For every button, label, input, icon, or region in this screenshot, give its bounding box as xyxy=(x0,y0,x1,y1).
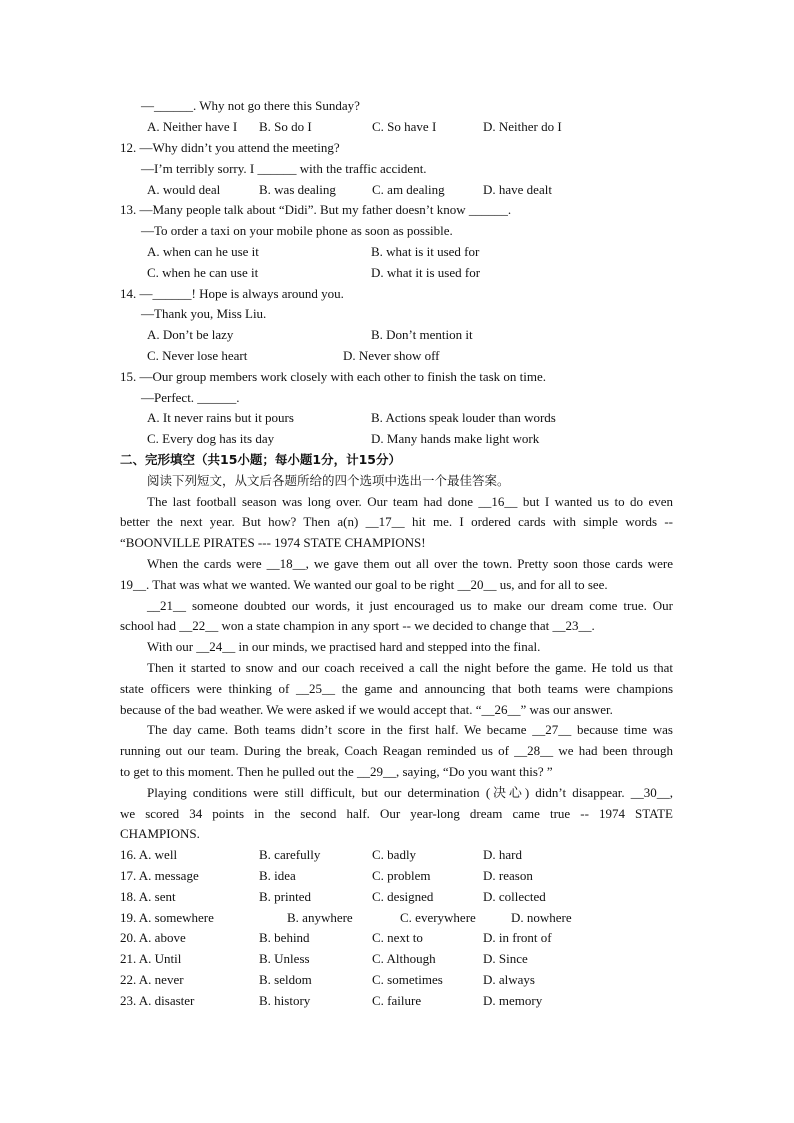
q15-option-c: C. Every dog has its day xyxy=(147,431,275,446)
q12-question: 12. —Why didn’t you attend the meeting? xyxy=(120,140,340,155)
q13-option-d: D. what it is used for xyxy=(371,265,481,280)
passage-line: The day came. Both teams didn’t score in the first half. We became __27__ because time was xyxy=(147,722,673,737)
q14-answer-line: —Thank you, Miss Liu. xyxy=(141,306,267,321)
q13-question: 13. —Many people talk about “Didi”. But my father doesn’t know ______. xyxy=(120,202,512,217)
q13-option-b: B. what is it used for xyxy=(371,244,480,259)
q15-option-a: A. It never rains but it pours xyxy=(147,410,294,425)
passage-line: Then it started to snow and our coach received a call the night before the game. He told us that xyxy=(147,660,673,675)
option-21-a: 21. A. Until xyxy=(120,951,182,966)
passage-line: school had __22__ won a state champion in any sport -- we decided to change that __23__. xyxy=(120,618,595,633)
passage-line: CHAMPIONS. xyxy=(120,826,200,841)
q12-option-c: C. am dealing xyxy=(372,182,445,197)
q11-option-d: D. Neither do I xyxy=(483,119,562,134)
option-23-c: C. failure xyxy=(372,993,422,1008)
passage-line: 19__. That was what we wanted. We wanted our goal to be right __20__ us, and for all to see. xyxy=(120,577,608,592)
option-16-c: C. badly xyxy=(372,847,417,862)
option-22-b: B. seldom xyxy=(259,972,312,987)
q13-option-c: C. when he can use it xyxy=(147,265,259,280)
q14-option-d: D. Never show off xyxy=(343,348,440,363)
option-17-d: D. reason xyxy=(483,868,533,883)
option-19-a: 19. A. somewhere xyxy=(120,910,214,925)
option-22-a: 22. A. never xyxy=(120,972,184,987)
option-18-d: D. collected xyxy=(483,889,546,904)
passage-line: because of the bad weather. We were asked if we would accept that. “__26__” was our answer. xyxy=(120,702,613,717)
q14-option-a: A. Don’t be lazy xyxy=(147,327,234,342)
option-20-b: B. behind xyxy=(259,930,310,945)
option-23-a: 23. A. disaster xyxy=(120,993,195,1008)
option-17-b: B. idea xyxy=(259,868,296,883)
option-16-b: B. carefully xyxy=(259,847,321,862)
q11-option-b: B. So do I xyxy=(259,119,312,134)
passage-line: Playing conditions were still difficult, but our determination (决心) didn’t disappear. __30__, xyxy=(147,785,673,800)
q13-option-a: A. when can he use it xyxy=(147,244,259,259)
option-22-c: C. sometimes xyxy=(372,972,443,987)
passage-line: __21__ someone doubted our words, it just encouraged us to make our dream come true. Our xyxy=(147,598,673,613)
option-19-b: B. anywhere xyxy=(287,910,353,925)
q15-answer-line: —Perfect. ______. xyxy=(141,390,240,405)
passage-line: to get to this moment. Then he pulled out the __29__, saying, “Do you want this? ” xyxy=(120,764,553,779)
passage-line: When the cards were __18__, we gave them out all over the town. Pretty soon those cards were xyxy=(147,556,673,571)
passage-line: “BOONVILLE PIRATES --- 1974 STATE CHAMPIONS! xyxy=(120,535,426,550)
q15-option-d: D. Many hands make light work xyxy=(371,431,540,446)
passage-line: With our __24__ in our minds, we practised hard and stepped into the final. xyxy=(147,639,541,654)
q15-question: 15. —Our group members work closely with each other to finish the task on time. xyxy=(120,369,547,384)
q11-answer-line: —______. Why not go there this Sunday? xyxy=(141,98,360,113)
q14-option-c: C. Never lose heart xyxy=(147,348,248,363)
option-19-c: C. everywhere xyxy=(400,910,476,925)
q11-option-a: A. Neither have I xyxy=(147,119,238,134)
option-20-c: C. next to xyxy=(372,930,423,945)
option-22-d: D. always xyxy=(483,972,535,987)
q15-option-b: B. Actions speak louder than words xyxy=(371,410,556,425)
q12-option-b: B. was dealing xyxy=(259,182,336,197)
section-instruction: 阅读下列短文，从文后各题所给的四个选项中选出一个最佳答案。 xyxy=(147,473,510,488)
option-17-a: 17. A. message xyxy=(120,868,199,883)
option-17-c: C. problem xyxy=(372,868,431,883)
option-21-c: C. Although xyxy=(372,951,436,966)
option-20-d: D. in front of xyxy=(483,930,552,945)
q12-answer-line: —I’m terribly sorry. I ______ with the traffic accident. xyxy=(141,161,427,176)
option-16-a: 16. A. well xyxy=(120,847,178,862)
q14-question: 14. —______! Hope is always around you. xyxy=(120,286,344,301)
option-20-a: 20. A. above xyxy=(120,930,186,945)
option-19-d: D. nowhere xyxy=(511,910,572,925)
passage-line: The last football season was long over. Our team had done __16__ but I wanted us to do even xyxy=(147,494,673,509)
q13-answer-line: —To order a taxi on your mobile phone as soon as possible. xyxy=(141,223,453,238)
passage-line: state officers were thinking of __25__ the game and announcing that both teams were champions xyxy=(120,681,673,696)
option-18-c: C. designed xyxy=(372,889,434,904)
option-21-b: B. Unless xyxy=(259,951,310,966)
passage-line: better the next year. But how? Then a(n) __17__ hit me. I ordered cards with simple words -- xyxy=(120,514,673,529)
option-23-d: D. memory xyxy=(483,993,543,1008)
option-18-a: 18. A. sent xyxy=(120,889,176,904)
q14-option-b: B. Don’t mention it xyxy=(371,327,473,342)
option-21-d: D. Since xyxy=(483,951,528,966)
option-18-b: B. printed xyxy=(259,889,311,904)
q12-option-a: A. would deal xyxy=(147,182,221,197)
q11-option-c: C. So have I xyxy=(372,119,437,134)
section-heading: 二、完形填空（共15小题；每小题1分，计15分） xyxy=(120,452,401,467)
option-16-d: D. hard xyxy=(483,847,522,862)
q12-option-d: D. have dealt xyxy=(483,182,552,197)
passage-line: running out our team. During the break, Coach Reagan reminded us of __28__ we had been through xyxy=(120,743,673,758)
passage-line: we scored 34 points in the second half. Our year-long dream came true -- 1974 STATE xyxy=(120,806,673,821)
option-23-b: B. history xyxy=(259,993,311,1008)
